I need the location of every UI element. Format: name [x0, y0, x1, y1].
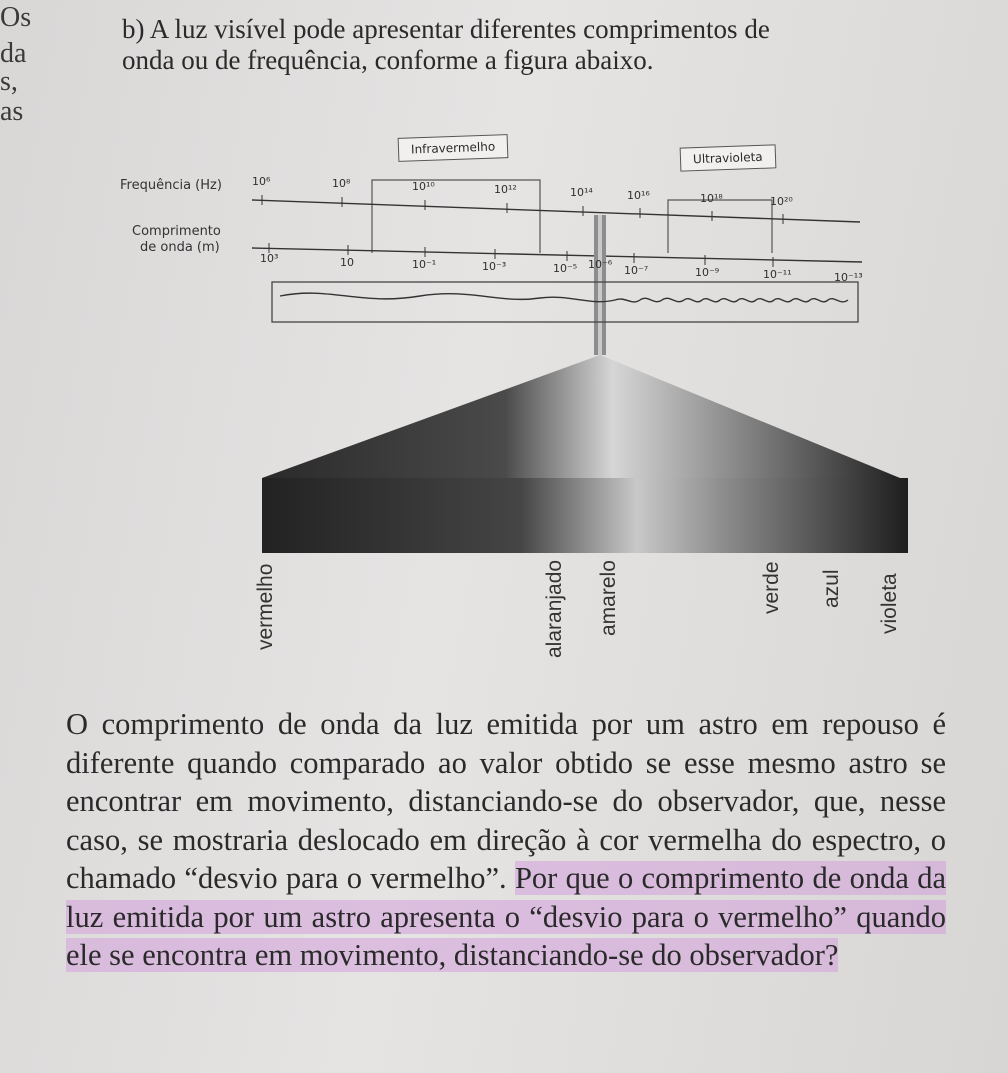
- color-label-yellow: amarelo: [597, 560, 620, 636]
- wave-tick: 10: [340, 256, 354, 269]
- wave-tick: 10⁻⁵: [553, 262, 578, 275]
- freq-tick: 10¹⁴: [570, 186, 593, 199]
- color-label-orange: alaranjado: [543, 559, 566, 658]
- wavelength-axis-label-2: de onda (m): [140, 240, 220, 255]
- color-band: [262, 478, 908, 553]
- wave-tick: 10⁻³: [482, 260, 507, 273]
- wave-tick: 10⁻¹¹: [763, 268, 792, 281]
- ultraviolet-label: Ultravioleta: [680, 144, 776, 171]
- color-label-blue: azul: [820, 569, 843, 608]
- question-line-1: b) A luz visível pode apresentar diferentes comprimentos de: [122, 14, 770, 44]
- freq-tick: 10¹⁸: [700, 192, 723, 205]
- paragraph-plain-text: O comprimento de onda da luz emitida por um astro em repouso é diferente quando comparado ao valor obtido se esse mesmo astro se encontrar em movimento, distanciando-se do observador, que, nesse caso, se mostraria deslocado em direção à cor vermelha do espectro, o chamado “desvio para o vermelho”.: [66, 707, 946, 895]
- wave-tick: 10⁻⁶: [588, 258, 613, 271]
- wave-tick: 10³: [260, 252, 279, 265]
- wave-curve: [280, 293, 848, 302]
- freq-tick: 10¹²: [494, 183, 517, 196]
- body-paragraph: [66, 705, 946, 975]
- wave-tick: 10⁻⁹: [695, 266, 720, 279]
- wavelength-axis-label-1: Comprimento: [132, 224, 221, 239]
- freq-tick: 10²⁰: [770, 195, 793, 208]
- margin-word-4: as: [0, 96, 24, 127]
- freq-tick: 10¹⁰: [412, 180, 435, 193]
- highlighted-question: Por que o comprimento de onda da luz emitida por um astro apresenta o “desvio para o vermelho” quando ele se encontra em movimento, distanciando-se do observador?: [66, 861, 947, 972]
- wave-tick: 10⁻⁷: [624, 264, 649, 277]
- frequency-axis-label: Frequência (Hz): [120, 178, 222, 193]
- dispersion-cone: [262, 355, 900, 478]
- question-line-2: onda ou de frequência, conforme a figura abaixo.: [122, 45, 654, 75]
- margin-word-2: da: [0, 38, 27, 69]
- color-label-violet: violeta: [878, 573, 901, 634]
- infrared-label: Infravermelho: [398, 134, 509, 162]
- frequency-axis: [252, 200, 860, 222]
- freq-tick: 10¹⁶: [627, 189, 650, 202]
- margin-word-3: s,: [0, 66, 18, 97]
- color-label-red: vermelho: [254, 563, 277, 650]
- color-label-green: verde: [760, 561, 783, 614]
- wave-tick: 10⁻¹³: [834, 271, 863, 284]
- wave-tick: 10⁻¹: [412, 258, 437, 271]
- ultraviolet-bracket: [668, 200, 772, 253]
- freq-tick: 10⁸: [332, 177, 351, 190]
- freq-tick: 10⁶: [252, 175, 271, 188]
- margin-word-1: Os: [0, 2, 32, 33]
